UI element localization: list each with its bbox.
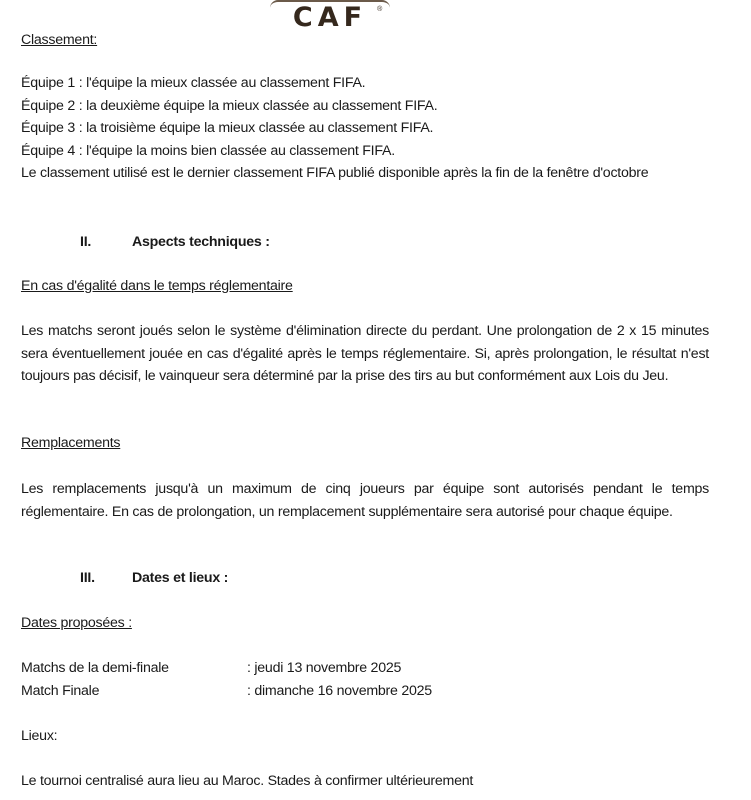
section-2-number: II. [80, 234, 92, 250]
lieux-heading: Lieux: [21, 728, 58, 744]
classement-heading: Classement: [21, 32, 98, 48]
logo-text: CAF [292, 2, 368, 33]
date-value: : dimanche 16 novembre 2025 [247, 682, 432, 699]
section-2-title: Aspects techniques : [132, 234, 270, 250]
logo-registered-mark: ® [377, 6, 382, 13]
classement-note: Le classement utilisé est le dernier classement FIFA publié disponible après la fin de la fenêtre d'octobre [21, 165, 649, 182]
classement-line-1: Équipe 1 : l'équipe la mieux classée au classement FIFA. [21, 75, 366, 91]
section-3-heading [80, 567, 751, 590]
caf-logo [270, 0, 390, 33]
remplacements-heading: Remplacements [21, 435, 121, 451]
classement-list [21, 72, 709, 185]
classement-line-2: Équipe 2 : la deuxième équipe la mieux classée au classement FIFA. [21, 97, 438, 114]
date-label: Matchs de la demi-finale [21, 660, 169, 676]
egalite-heading: En cas d'égalité dans le temps réglementaire [21, 278, 293, 294]
remplacements-paragraph: Les remplacements jusqu'à un maximum de cinq joueurs par équipe sont autorisés pendant le temps réglementaire. En cas de prolongation, un remplacement supplémentaire sera autorisé pour chaque équipe. [21, 481, 709, 520]
date-value: : jeudi 13 novembre 2025 [247, 660, 402, 676]
lieux-paragraph: Le tournoi centralisé aura lieu au Maroc. Stades à confirmer ultérieurement [21, 773, 474, 789]
dates-heading: Dates proposées : [21, 615, 132, 631]
classement-line-4: Équipe 4 : l'équipe la moins bien classée au classement FIFA. [21, 142, 395, 159]
date-row-final [21, 680, 709, 703]
classement-line-3: Équipe 3 : la troisième équipe la mieux classée au classement FIFA. [21, 120, 434, 137]
date-row-semifinal [21, 657, 709, 680]
section-3-number: III. [80, 570, 95, 586]
section-2-heading [80, 231, 751, 254]
section-3-title: Dates et lieux : [132, 570, 229, 586]
date-label: Match Finale [21, 682, 100, 699]
dates-table [21, 657, 709, 702]
egalite-paragraph: Les matchs seront joués selon le système d'élimination directe du perdant. Une prolongation de 2 x 15 minutes sera éventuellement jouée en cas d'égalité après le temps réglementaire. Si, après prolongation, le résultat n'est toujours pas décisif, le vainqueur sera déterminé par la prise des tirs au but conformément aux Lois du Jeu. [21, 323, 709, 385]
